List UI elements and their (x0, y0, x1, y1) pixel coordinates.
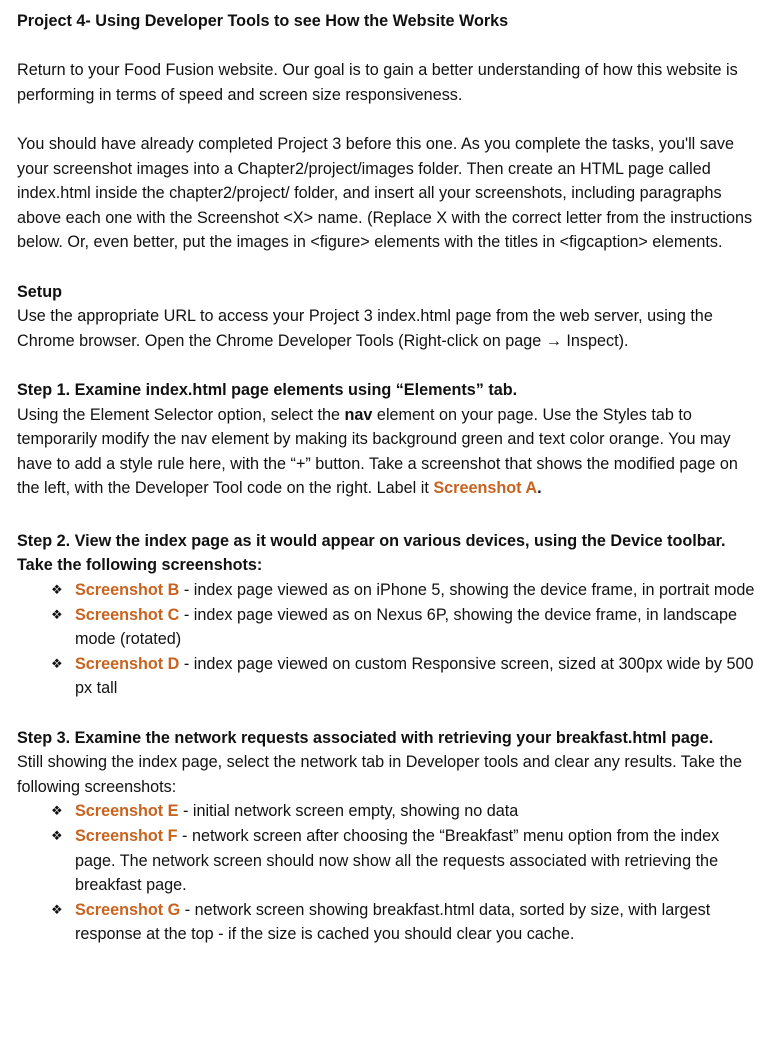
step1-heading: Step 1. Examine index.html page elements using “Elements” tab. (17, 380, 518, 399)
bullet-icon: ❖ (51, 606, 63, 622)
list-item (51, 799, 764, 824)
instructions-paragraph: You should have already completed Project 3 before this one. As you complete the tasks, you'll save your screenshot images into a Chapter2/project/images folder. Then create an HTML page called index.html inside the chapter2/project/ folder, and insert all your screenshots, including paragraphs above each one with the Screenshot <X> name. (Replace X with the correct letter from the instructions below. Or, even better, put the images in <figure> elements with the titles in <figcaption> elements. (17, 134, 753, 252)
list-item-text: - index page viewed as on iPhone 5, showing the device frame, in portrait mode (179, 581, 755, 600)
bullet-icon: ❖ (51, 582, 63, 598)
screenshot-label: Screenshot D (75, 654, 180, 673)
step2-list (17, 578, 764, 701)
list-item (51, 578, 764, 603)
bullet-icon: ❖ (51, 828, 63, 843)
screenshot-label: Screenshot E (75, 802, 179, 821)
list-item-text: - network screen showing breakfast.html data, sorted by size, with largest response at the top - if the size is cached you should clear you cache. (75, 900, 711, 944)
step3-heading: Step 3. Examine the network requests associated with retrieving your breakfast.html page. (17, 728, 714, 747)
screenshot-label: Screenshot B (75, 581, 180, 600)
setup-paragraph: Use the appropriate URL to access your Project 3 index.html page from the web server, using the Chrome browser. Open the Chrome Developer Tools (Right-click on page → Inspect). (17, 307, 713, 350)
list-item-text: - index page viewed as on Nexus 6P, showing the device frame, in landscape mode (rotated) (75, 605, 737, 649)
step1-bold-nav: nav (344, 405, 373, 424)
list-item (51, 824, 764, 898)
list-item (51, 898, 764, 947)
bullet-icon: ❖ (51, 655, 63, 671)
page-title: Project 4- Using Developer Tools to see How the Website Works (17, 12, 509, 30)
bullet-icon: ❖ (51, 803, 63, 819)
step3-list (17, 799, 764, 947)
step1-text-a: Using the Element Selector option, select the (17, 405, 345, 424)
list-item (51, 603, 764, 652)
list-item (51, 652, 764, 701)
list-item-text: - network screen after choosing the “Breakfast” menu option from the index page. The network screen should now show all the requests associated with retrieving the breakfast page. (75, 827, 720, 895)
bullet-icon: ❖ (51, 901, 63, 917)
step1-text-b: element on your page. Use the Styles tab to temporarily modify the nav element by making its background green and text color orange. You may have to add a style rule here, with the “+” button. Take a screenshot that shows the modified page on the left, with the Developer Tool code on the right. Label it (17, 405, 738, 498)
screenshot-label: Screenshot F (75, 827, 178, 845)
step1-end-punct: . (537, 479, 542, 498)
screenshot-a-label: Screenshot A (433, 479, 538, 498)
step1-paragraph (17, 403, 764, 501)
list-item-text: - initial network screen empty, showing no data (178, 802, 519, 821)
screenshot-label: Screenshot C (75, 605, 180, 624)
list-item-text: - index page viewed on custom Responsive screen, sized at 300px wide by 500 px tall (75, 654, 754, 698)
intro-paragraph: Return to your Food Fusion website. Our goal is to gain a better understanding of how this website is performing in terms of speed and screen size responsiveness. (17, 61, 738, 104)
setup-heading: Setup (17, 282, 62, 301)
screenshot-label: Screenshot G (75, 900, 181, 919)
step2-heading: Step 2. View the index page as it would appear on various devices, using the Device toolbar. Take the following screenshots: (17, 531, 726, 575)
step3-paragraph: Still showing the index page, select the network tab in Developer tools and clear any results. Take the following screenshots: (17, 753, 742, 796)
